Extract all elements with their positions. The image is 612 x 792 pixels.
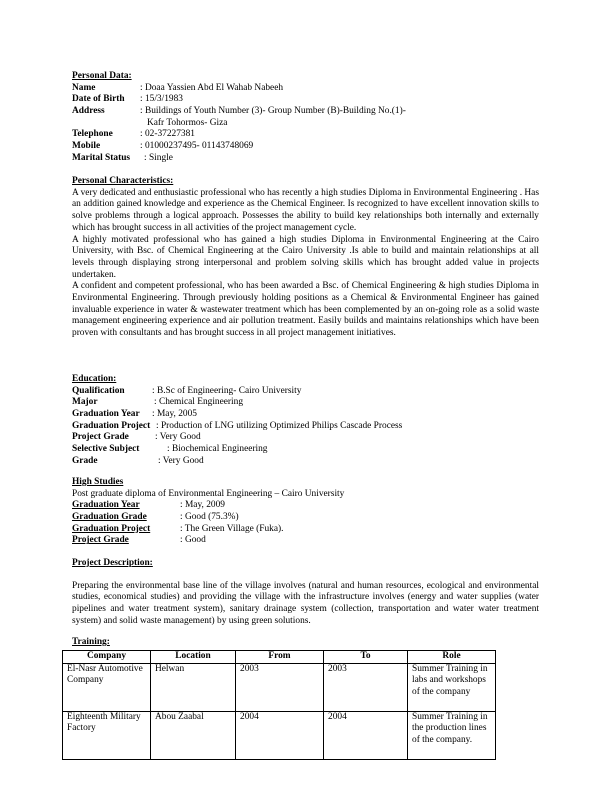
address-row-continued (72, 118, 539, 130)
section-heading: Personal Data: (72, 71, 132, 81)
field-value: : Buildings of Youth Number (3)- Group Number (B)-Building No.(1)- (140, 106, 406, 117)
hs-graduation-grade-row (72, 512, 539, 524)
personal-data-section (72, 71, 539, 165)
project-grade-row (72, 432, 539, 444)
characteristics-section (72, 176, 539, 340)
training-table (62, 650, 496, 760)
paragraph: Preparing the environmental base line of the village involves (natural and human resources, ecological and environmental studies, economical studies) and providing the village with the infrastructure involves (energy and water supplies (water pipelines and water treatment system), sanitary drainage system (collection, transportation and water water treatment system) and solid waste management) by using green solutions. (72, 580, 539, 626)
field-label: Graduation Project (72, 523, 151, 534)
grade-row (72, 456, 539, 468)
field-label: Selective Subject (72, 444, 140, 455)
field-value: : Production of LNG utilizing Optimized Philips Cascade Process (156, 420, 403, 431)
table-cell: Eighteenth Military Factory (63, 711, 151, 759)
column-header: From (236, 651, 324, 664)
dob-row (72, 94, 539, 106)
field-label: Name (72, 82, 96, 93)
section-heading: Training: (72, 637, 110, 647)
column-header: To (324, 651, 408, 664)
field-label: Project Grade (72, 432, 129, 443)
table-cell: El-Nasr Automotive Company (63, 663, 151, 711)
field-label: Major (72, 397, 98, 408)
table-header-row (63, 651, 496, 664)
field-label: Address (72, 106, 105, 117)
project-description-section (72, 558, 539, 628)
field-value: : May, 2005 (152, 409, 197, 420)
field-value: : Chemical Engineering (154, 397, 244, 408)
section-heading: Education: (72, 374, 117, 384)
paragraph: A confident and competent professional, who has been awarded a Bsc. of Chemical Engineering & high studies Diploma in Environmental Engineering. Through previously holding positions as a Chemical & Environmental Engineer has gained invaluable experience in water & wastewater treatment which has been complemented by an on-going role as a solid waste management engineering experience and air pollution treatment. Easily builds and maintains relationships which have been proven with consultants and has brought success in all project management initiatives. (72, 281, 539, 339)
column-header: Location (151, 651, 236, 664)
table-cell: 2003 (236, 663, 324, 711)
table-row (63, 711, 496, 759)
table-cell: 2004 (324, 711, 408, 759)
table-cell: Summer Training in the production lines of the company. (408, 711, 496, 759)
field-value: : The Green Village (Fuka). (180, 523, 284, 534)
field-value: : Good (75.3%) (180, 512, 239, 523)
address-row (72, 106, 539, 118)
table-cell: 2004 (236, 711, 324, 759)
field-value: : Very Good (155, 432, 201, 443)
hs-project-grade-row (72, 535, 539, 547)
graduation-project-row (72, 421, 539, 433)
field-label: Marital Status (72, 152, 131, 163)
column-header: Company (63, 651, 151, 664)
field-label: Date of Birth (72, 94, 125, 105)
field-value: : B.Sc of Engineering- Cairo University (152, 385, 302, 396)
table-cell: Summer Training in labs and workshops of the company (408, 663, 496, 711)
field-value: : Biochemical Engineering (167, 444, 268, 455)
table-cell: 2003 (324, 663, 408, 711)
table-row (63, 663, 496, 711)
section-heading: Personal Characteristics: (72, 176, 174, 186)
section-heading: High Studies (72, 477, 124, 487)
field-value: : Very Good (158, 455, 204, 466)
field-label: Graduation Grade (72, 512, 147, 523)
field-value: : 15/3/1983 (140, 94, 183, 105)
table-cell: Helwan (151, 663, 236, 711)
marital-row (72, 153, 539, 165)
field-label: Graduation Year (72, 500, 140, 511)
field-label: Mobile (72, 141, 101, 152)
field-label: Grade (72, 455, 98, 466)
diploma-line: Post graduate diploma of Environmental Engineering – Cairo University (72, 488, 345, 499)
field-value: : 01000237495- 01143748069 (140, 141, 254, 152)
field-value: : May, 2009 (180, 500, 225, 511)
column-header: Role (408, 651, 496, 664)
field-label: Graduation Year (72, 409, 140, 420)
qualification-row (72, 386, 539, 398)
telephone-row (72, 129, 539, 141)
education-section (72, 374, 539, 468)
field-value: : 02-37227381 (140, 129, 195, 140)
field-label: Project Grade (72, 535, 129, 546)
field-value: : Good (180, 535, 206, 546)
section-heading: Project Description: (72, 558, 153, 568)
field-value: : Doaa Yassien Abd El Wahab Nabeeh (140, 82, 284, 93)
hs-graduation-project-row (72, 524, 539, 536)
hs-graduation-year-row (72, 500, 539, 512)
paragraph: A highly motivated professional who has gained a high studies Diploma in Environmental Engineering at the Cairo University, with Bsc. of Chemical Engineering at the Cairo University .Is able to build and maintain relationships at all levels through displaying strong interpersonal and problem solving skills which has brought added value in projects undertaken. (72, 234, 539, 280)
graduation-year-row (72, 409, 539, 421)
high-studies-section (72, 477, 539, 547)
mobile-row (72, 141, 539, 153)
table-cell: Abou Zaabal (151, 711, 236, 759)
training-section (72, 637, 539, 649)
field-label: Telephone (72, 129, 113, 140)
field-value: Kafr Tohormos- Giza (147, 117, 228, 128)
name-row (72, 83, 539, 95)
field-value: : Single (144, 152, 173, 163)
selective-subject-row (72, 444, 539, 456)
field-label: Graduation Project (72, 420, 151, 431)
major-row (72, 397, 539, 409)
paragraph: A very dedicated and enthusiastic professional who has recently a high studies Diploma in Environmental Engineering . Has an addition gained knowledge and experience as the Chemical Engineer. Is recognized to have excellent innovation skills to solve problems through a logical approach. Possesses the ability to build key relationships both internally and externally which has brought success in all activities of the project management cycle. (72, 187, 539, 233)
field-label: Qualification (72, 385, 125, 396)
